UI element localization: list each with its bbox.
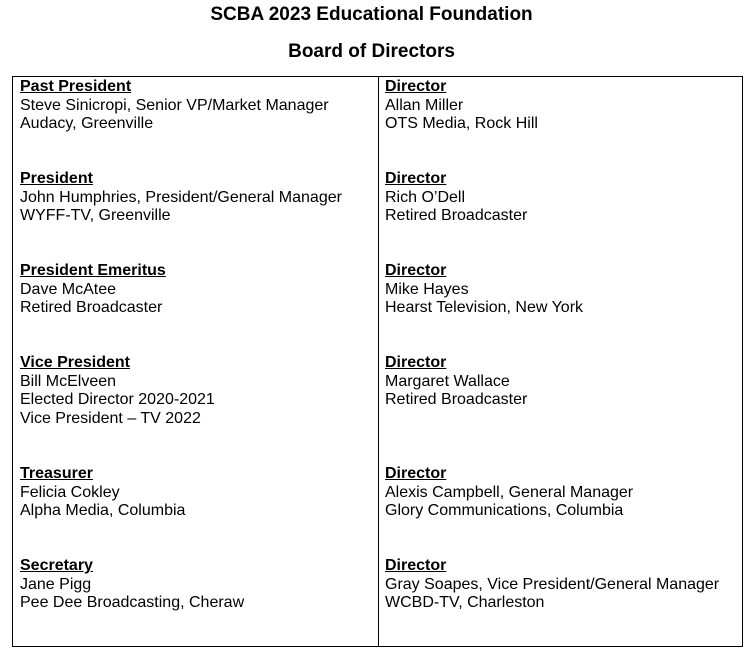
officer-entry-treasurer (20, 465, 185, 521)
member-name: Mike Hayes (385, 280, 469, 298)
role-heading: Vice President (20, 354, 130, 371)
member-affiliation: Vice President – TV 2022 (20, 409, 201, 427)
member-name: Allan Miller (385, 96, 464, 114)
member-name: Dave McAtee (20, 280, 117, 298)
member-name: John Humphries, President/General Manager (20, 188, 342, 206)
director-entry (385, 557, 719, 613)
member-affiliation: Glory Communications, Columbia (385, 502, 624, 519)
column-divider (378, 77, 379, 646)
member-affiliation: WCBD-TV, Charleston (385, 594, 545, 611)
member-affiliation: Retired Broadcaster (385, 391, 528, 408)
member-name: Alexis Campbell, General Manager (385, 483, 634, 501)
member-name: Felicia Cokley (20, 483, 120, 501)
officer-entry-president-emeritus (20, 262, 166, 318)
role-heading: President (20, 170, 93, 187)
officer-entry-president (20, 170, 342, 226)
member-affiliation: Alpha Media, Columbia (20, 502, 186, 519)
member-name: Margaret Wallace (385, 372, 510, 390)
member-affiliation: OTS Media, Rock Hill (385, 115, 538, 132)
document-title: SCBA 2023 Educational Foundation (210, 4, 533, 25)
member-name: Rich O’Dell (385, 188, 466, 206)
member-name: Jane Pigg (20, 575, 92, 593)
role-heading: Secretary (20, 557, 93, 574)
member-affiliation: Retired Broadcaster (385, 207, 528, 224)
member-affiliation: WYFF-TV, Greenville (20, 207, 171, 224)
role-heading: Director (385, 354, 447, 371)
role-heading: Director (385, 78, 447, 95)
member-affiliation: Hearst Television, New York (385, 299, 584, 316)
member-name: Steve Sinicropi, Senior VP/Market Manager (20, 96, 329, 114)
role-heading: Director (385, 557, 447, 574)
document-subtitle: Board of Directors (288, 41, 455, 62)
role-heading: Past President (20, 78, 132, 95)
board-of-directors-table (12, 76, 743, 647)
officer-entry-secretary (20, 557, 244, 613)
member-affiliation: Pee Dee Broadcasting, Cheraw (20, 594, 245, 611)
director-entry (385, 78, 538, 134)
role-heading: Director (385, 262, 447, 279)
director-entry (385, 262, 583, 318)
director-entry (385, 465, 633, 521)
director-entry (385, 354, 527, 410)
role-heading: Director (385, 170, 447, 187)
director-entry (385, 170, 527, 226)
member-name: Gray Soapes, Vice President/General Manager (385, 575, 720, 593)
role-heading: Director (385, 465, 447, 482)
officer-entry-vice-president (20, 354, 215, 428)
officer-entry-past-president (20, 78, 329, 134)
member-affiliation: Retired Broadcaster (20, 299, 163, 316)
role-heading: Treasurer (20, 465, 93, 482)
member-affiliation: Elected Director 2020-2021 (20, 391, 215, 408)
member-affiliation: Audacy, Greenville (20, 115, 154, 132)
member-name: Bill McElveen (20, 372, 117, 390)
role-heading: President Emeritus (20, 262, 166, 279)
